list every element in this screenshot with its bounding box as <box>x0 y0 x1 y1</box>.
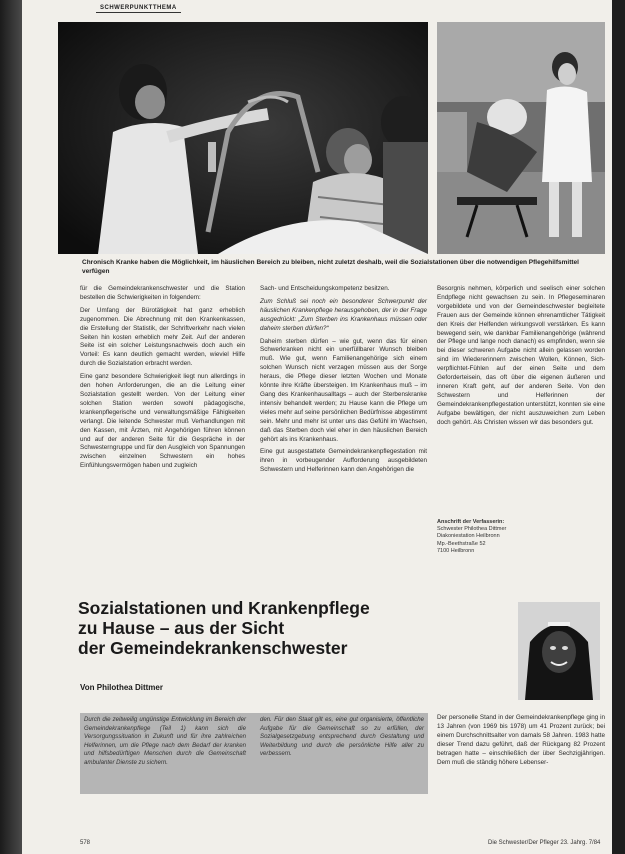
paragraph: Eine gut ausgestattete Gemeindekrankenpflegestation mit ihren in vorbeugender Aufforderung ausgebildeten Schwestern und Helferinnen kann den Angehörigen die <box>260 448 427 474</box>
lead-text-column-2: den. Für den Staat gilt es, eine gut organisierte, öffentliche Aufgabe für die Gemeinschaft so zu erfüllen, der Sozialgesetzgebung entsprechend durch Gestaltung und Weiterbildung und durch die persönliche Hilfe aller zu verbessern. <box>260 716 424 758</box>
author-address-heading: Anschrift der Verfasserin: <box>437 519 505 525</box>
byline: Von Philothea Dittmer <box>80 683 163 692</box>
paragraph: für die Gemeindekrankenschwester und die Station bestellen die Schwierigkeiten in folgendem: <box>80 285 245 301</box>
author-address-line: Mp.-Beethstraße 52 <box>437 540 486 547</box>
author-portrait <box>518 602 600 700</box>
photo-caption: Chronisch Kranke haben die Möglichkeit, im häuslichen Bereich zu bleiben, nicht zuletzt deshalb, weil die Sozialstationen über die notwendigen Pflegehilfsmittel verfügen <box>82 259 579 275</box>
paragraph: Eine ganz besondere Schwierigkeit liegt nun allerdings in den hohen Anforderungen, die an die Leitung einer Sozialstation gestellt werden. Von der Leitung einer solchen Station werden sowohl pädagogische, krankenpflegerische und verwaltungsmäßige Fähigkeiten verlangt. Die leitende Schwester muß Verhandlungen mit den Kassen, mit Ärzten, mit Angehörigen führen können und auf der anderen Seite für die Gespräche in der Schwesterngruppe und für den Ausgleich von Spannungen zwischen einzelnen Schwestern ein hohes Einfühlungsvermögen haben und zugleich <box>80 373 245 470</box>
article-column-1 <box>80 285 245 475</box>
paragraph: Sach- und Entscheidungskompetenz besitzen. <box>260 285 390 292</box>
page-number: 578 <box>80 840 91 846</box>
paragraph-italic: Zum Schluß sei noch ein besonderer Schwerpunkt der häuslichen Krankenpflege herausgehoben, der in der Frage ausgedrückt: „Zum Sterben ins Krankenhaus müssen oder daheim sterben dürfen?“ <box>260 297 427 332</box>
headline-line: Sozialstationen und Krankenpflege <box>78 598 370 618</box>
author-address-line: 7100 Heilbronn <box>437 547 475 554</box>
headline-line: der Gemeindekrankenschwester <box>78 638 348 658</box>
article-headline <box>78 598 498 658</box>
book-binding-shadow <box>0 0 22 854</box>
author-address-line: Schwester Philothea Dittmer <box>437 526 507 533</box>
section-label: SCHWERPUNKTTHEMA <box>96 5 181 13</box>
paragraph: Daheim sterben dürfen – wie gut, wenn das für einen Schwerkranken nicht ein unerfüllbarer Wunsch bleiben muß. Wie gut, wenn Familienangehörige sich einem solchen Wunsch nicht verzagen müssen aus der Sorge heraus, die Pflege dieser letzten Wochen und Monate könnte ihre Kräfte übersteigen. Im Krankenhaus muß – im Gang des Krankenhausalltags – auch der Sterbenskranke intensiv behandelt werden; zu Hause kann die Pflege um vieles mehr auf seine persönlichen Bedürfnisse abgestimmt sein. Mehr und mehr ist unter uns das Gefühl im Wachsen, daß das Sterben doch viel eher in den häuslichen Bereich gehört als ins Krankenhaus. <box>260 337 427 443</box>
headline-line: zu Hause – aus der Sicht <box>78 618 285 638</box>
paragraph: Besorgnis nehmen, körperlich und seelisch einer solchen Endpflege nicht gewachsen zu sein. In Pflegeseminaren vorgebildete und von der Gemeindeschwester begleitete Frauen aus der Gemeinde können ehrenamtlicher Tätigkeit den Kreis der Helfenden wirkungsvoll verstärken. Es kann bewegend sein, wie dankbar Familienangehörige (während der Pflege und lange noch danach) es empfinden, wenn sie bei dieser schweren Aufgabe nicht allein gelassen worden sind im Wiedererinnern zwischen Wollen, Können, Sich-verpflichtet-Fühlen auf der einen Seite und dem Geforderteisein, das oft über die eigenen äußeren und inneren Kraft geht, auf der anderen Seite. Von den Schwestern und Helferinnen der Gemeindekrankenpflegestation unterstützt, konnten sie eine Aufgabe bewältigen, der nicht auszuweichen zum Leben doch gehört. Als Christen wissen wir das besonders gut. <box>437 285 605 426</box>
article-column-3 <box>437 285 605 432</box>
article-column-2 <box>260 285 427 479</box>
scan-edge <box>612 0 625 854</box>
paragraph: Der Umfang der Bürotätigkeit hat ganz erheblich zugenommen. Die Abrechnung mit den Krankenkassen, die Erstellung der Statistik, der Schriftverkehr nach vielen Seiten hin kosten erheblich mehr Zeit. Auf der anderen Seite ist ein solcher Leistungsnachweis doch auch ein Vorteil: Es kann deutlich gemacht werden, wieviel Hilfe durch die Sozialstation erbracht werden. <box>80 306 245 368</box>
journal-footer: Die Schwester/Der Pfleger 23. Jahrg. 7/84 <box>488 840 601 846</box>
side-photo <box>437 22 605 254</box>
lead-text-column-1: Durch die zeitweilig ungünstige Entwicklung im Bereich der Gemeindekrankenpflege (Teil 1) kann sich die Versorgungssituation in Zukunft und für ihre zahlreichen Helferinnen, um die Pflege nach dem Bedarf der kranken und hilfsbedürftigen Menschen durch die Gemeinschaft ambulanter Dienste zu sichern. <box>84 716 246 766</box>
main-photo <box>58 22 428 254</box>
author-address-line: Diakoniestation Heilbronn <box>437 533 500 540</box>
article-column-4: Der personelle Stand in der Gemeindekrankenpflege ging in 13 Jahren (von 1969 bis 1978) um 41 Prozent zurück; bei einem Durchschnittsalter von damals 58 Jahren. 1983 hatte dieser Trend dazu geführt, daß der Rückgang 82 Prozent betragen hatte – einschließlich der über Sechzigjährigen. Dem muß die ständig höhere Lebenser- <box>437 714 605 766</box>
author-address <box>437 519 567 555</box>
